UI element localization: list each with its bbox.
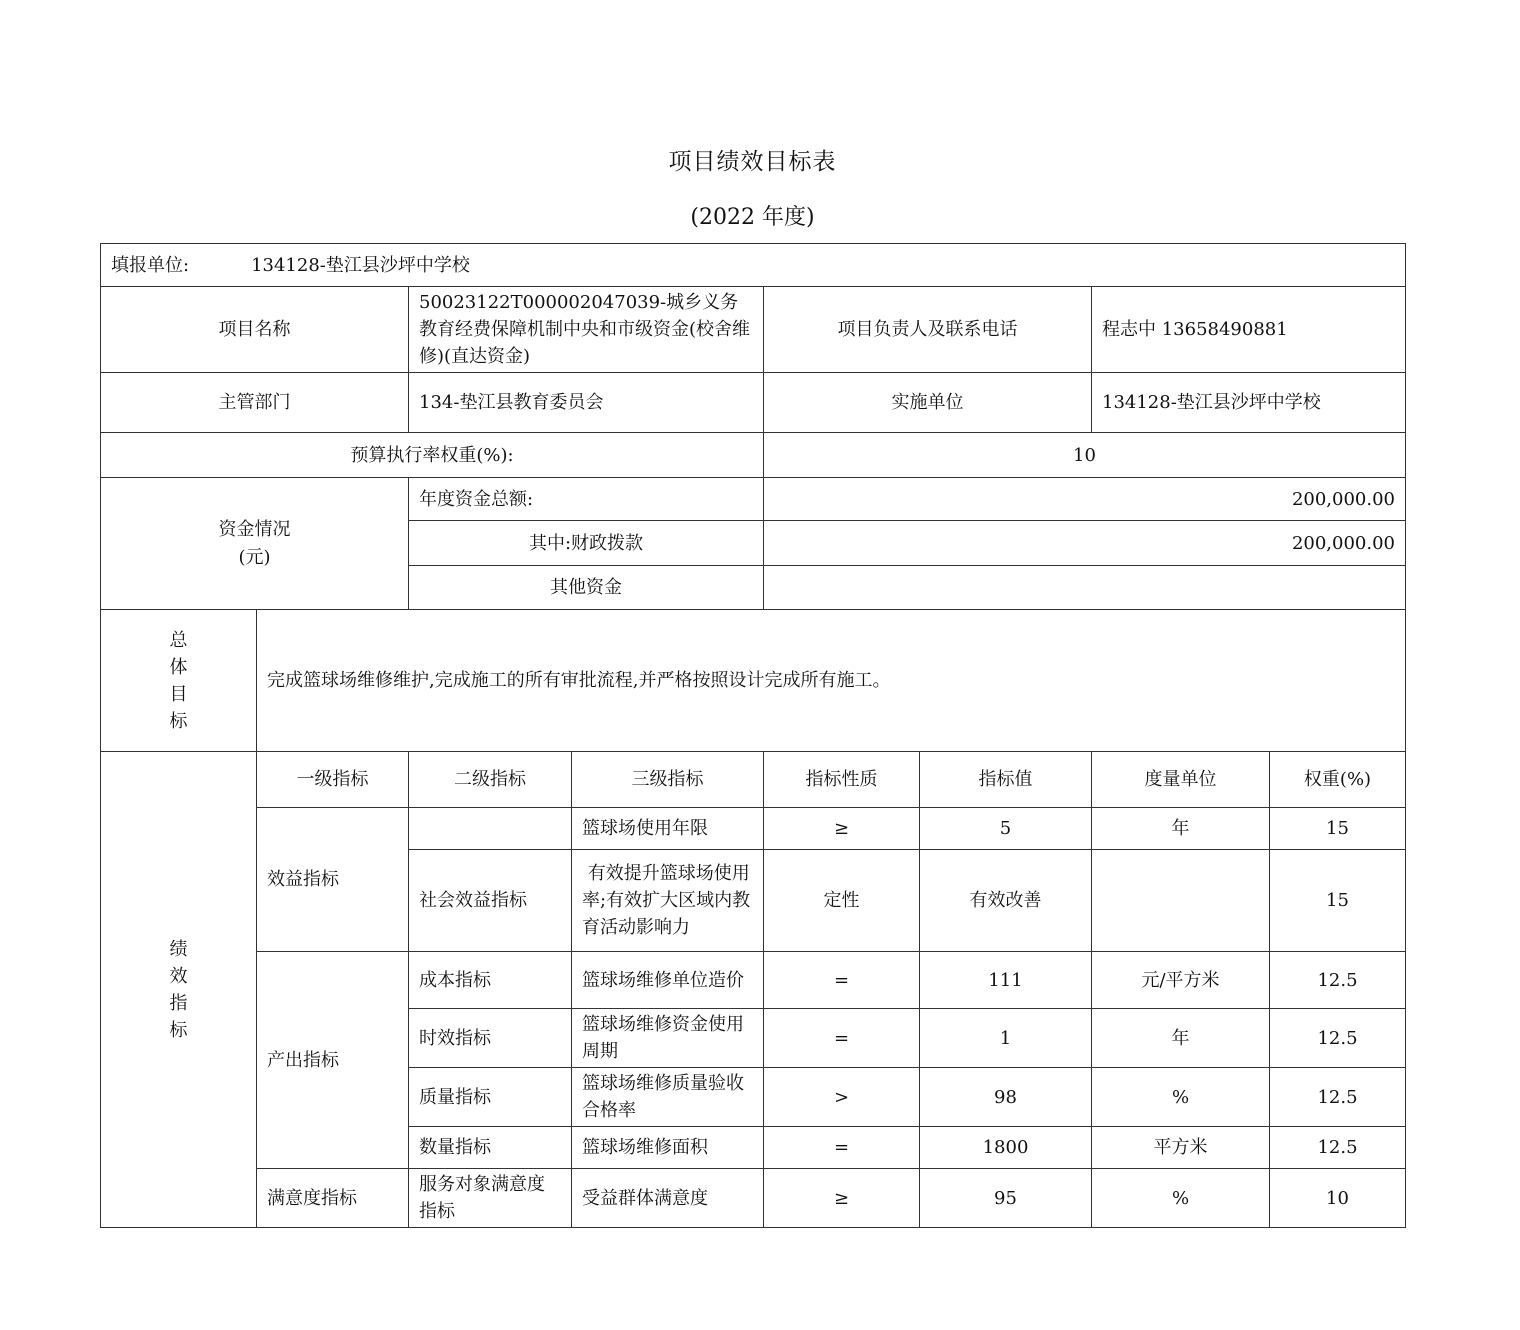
funds-total-label: 年度资金总额: [409, 478, 764, 521]
department-value: 134-垫江县教育委员会 [409, 373, 764, 433]
level2-cell: 质量指标 [409, 1068, 572, 1127]
project-contact-label: 项目负责人及联系电话 [764, 287, 1092, 373]
value-cell: 111 [920, 952, 1092, 1009]
budget-rate-row [101, 433, 1406, 478]
header-level2: 二级指标 [409, 752, 572, 808]
project-name-label: 项目名称 [101, 287, 409, 373]
header-nature: 指标性质 [764, 752, 920, 808]
level2-cell [409, 808, 572, 850]
nature-cell: ≥ [764, 1169, 920, 1228]
level3-cell: 篮球场维修质量验收合格率 [572, 1068, 764, 1127]
nature-cell: = [764, 1009, 920, 1068]
page-subtitle: (2022 年度) [690, 205, 815, 230]
value-cell: 98 [920, 1068, 1092, 1127]
weight-cell: 12.5 [1270, 1068, 1406, 1127]
value-cell: 1800 [920, 1127, 1092, 1169]
funds-fiscal-label: 其中:财政拨款 [409, 521, 764, 566]
level1-output: 产出指标 [257, 952, 409, 1169]
goal-label-char: 目 [169, 683, 188, 705]
performance-table [100, 243, 1406, 1228]
funds-total-row [101, 478, 1406, 521]
weight-cell: 12.5 [1270, 1127, 1406, 1169]
indicators-label-char: 效 [169, 965, 188, 987]
overall-goal-label [101, 610, 257, 752]
level3-cell: 篮球场维修资金使用周期 [572, 1009, 764, 1068]
nature-cell: = [764, 952, 920, 1009]
funds-fiscal-value: 200,000.00 [764, 521, 1406, 566]
level3-cell: 篮球场维修单位造价 [572, 952, 764, 1009]
indicators-label-char: 标 [169, 1019, 188, 1041]
goal-label-char: 体 [169, 656, 188, 678]
level3-cell: 有效提升篮球场使用率;有效扩大区域内教育活动影响力 [572, 850, 764, 952]
department-label: 主管部门 [101, 373, 409, 433]
unit-cell: 元/平方米 [1092, 952, 1270, 1009]
indicators-label [101, 752, 257, 1228]
weight-cell: 15 [1270, 808, 1406, 850]
overall-goal-row [101, 610, 1406, 752]
header-level3: 三级指标 [572, 752, 764, 808]
level2-cell: 数量指标 [409, 1127, 572, 1169]
level2-cell: 社会效益指标 [409, 850, 572, 952]
level1-benefit: 效益指标 [257, 808, 409, 952]
level3-cell: 篮球场使用年限 [572, 808, 764, 850]
nature-cell: = [764, 1127, 920, 1169]
level3-cell: 篮球场维修面积 [572, 1127, 764, 1169]
goal-label-char: 标 [169, 710, 188, 732]
indicator-row [101, 808, 1406, 850]
project-name-value: 50023122T000002047039-城乡义务教育经费保障机制中央和市级资金(校舍维修)(直达资金) [409, 287, 764, 373]
goal-label-char: 总 [169, 629, 188, 651]
indicators-label-char: 指 [169, 992, 188, 1014]
indicators-label-char: 绩 [169, 938, 188, 960]
nature-cell: ≥ [764, 808, 920, 850]
header-weight: 权重(%) [1270, 752, 1406, 808]
indicator-row [101, 1169, 1406, 1228]
funds-other-label: 其他资金 [409, 566, 764, 610]
reporting-unit-label: 填报单位: [111, 254, 190, 276]
level2-cell: 时效指标 [409, 1009, 572, 1068]
funds-label-cell [101, 478, 409, 610]
weight-cell: 10 [1270, 1169, 1406, 1228]
reporting-unit-cell [101, 244, 1406, 287]
unit-cell: % [1092, 1169, 1270, 1228]
value-cell: 1 [920, 1009, 1092, 1068]
nature-cell: 定性 [764, 850, 920, 952]
unit-cell [1092, 850, 1270, 952]
weight-cell: 15 [1270, 850, 1406, 952]
implementing-unit-label: 实施单位 [764, 373, 1092, 433]
implementing-unit-value: 134128-垫江县沙坪中学校 [1092, 373, 1406, 433]
unit-cell: 年 [1092, 1009, 1270, 1068]
overall-goal-text: 完成篮球场维修维护,完成施工的所有审批流程,并严格按照设计完成所有施工。 [257, 610, 1406, 752]
reporting-unit-value: 134128-垫江县沙坪中学校 [251, 254, 470, 276]
value-cell: 5 [920, 808, 1092, 850]
value-cell: 95 [920, 1169, 1092, 1228]
unit-cell: % [1092, 1068, 1270, 1127]
funds-other-value [764, 566, 1406, 610]
level3-cell: 受益群体满意度 [572, 1169, 764, 1228]
indicator-row [101, 952, 1406, 1009]
header-level1: 一级指标 [257, 752, 409, 808]
unit-cell: 平方米 [1092, 1127, 1270, 1169]
header-value: 指标值 [920, 752, 1092, 808]
level2-cell: 服务对象满意度指标 [409, 1169, 572, 1228]
project-row [101, 287, 1406, 373]
indicator-header-row [101, 752, 1406, 808]
department-row [101, 373, 1406, 433]
value-cell: 有效改善 [920, 850, 1092, 952]
weight-cell: 12.5 [1270, 952, 1406, 1009]
page-title: 项目绩效目标表 [668, 149, 837, 175]
funds-unit-label: (元) [238, 546, 271, 568]
reporting-unit-row [101, 244, 1406, 287]
budget-rate-label: 预算执行率权重(%): [101, 433, 764, 478]
level2-cell: 成本指标 [409, 952, 572, 1009]
unit-cell: 年 [1092, 808, 1270, 850]
funds-label: 资金情况 [218, 518, 291, 540]
header-unit: 度量单位 [1092, 752, 1270, 808]
funds-total-value: 200,000.00 [764, 478, 1406, 521]
budget-rate-value: 10 [764, 433, 1406, 478]
project-contact-value: 程志中 13658490881 [1092, 287, 1406, 373]
nature-cell: > [764, 1068, 920, 1127]
level1-satisfaction: 满意度指标 [257, 1169, 409, 1228]
weight-cell: 12.5 [1270, 1009, 1406, 1068]
